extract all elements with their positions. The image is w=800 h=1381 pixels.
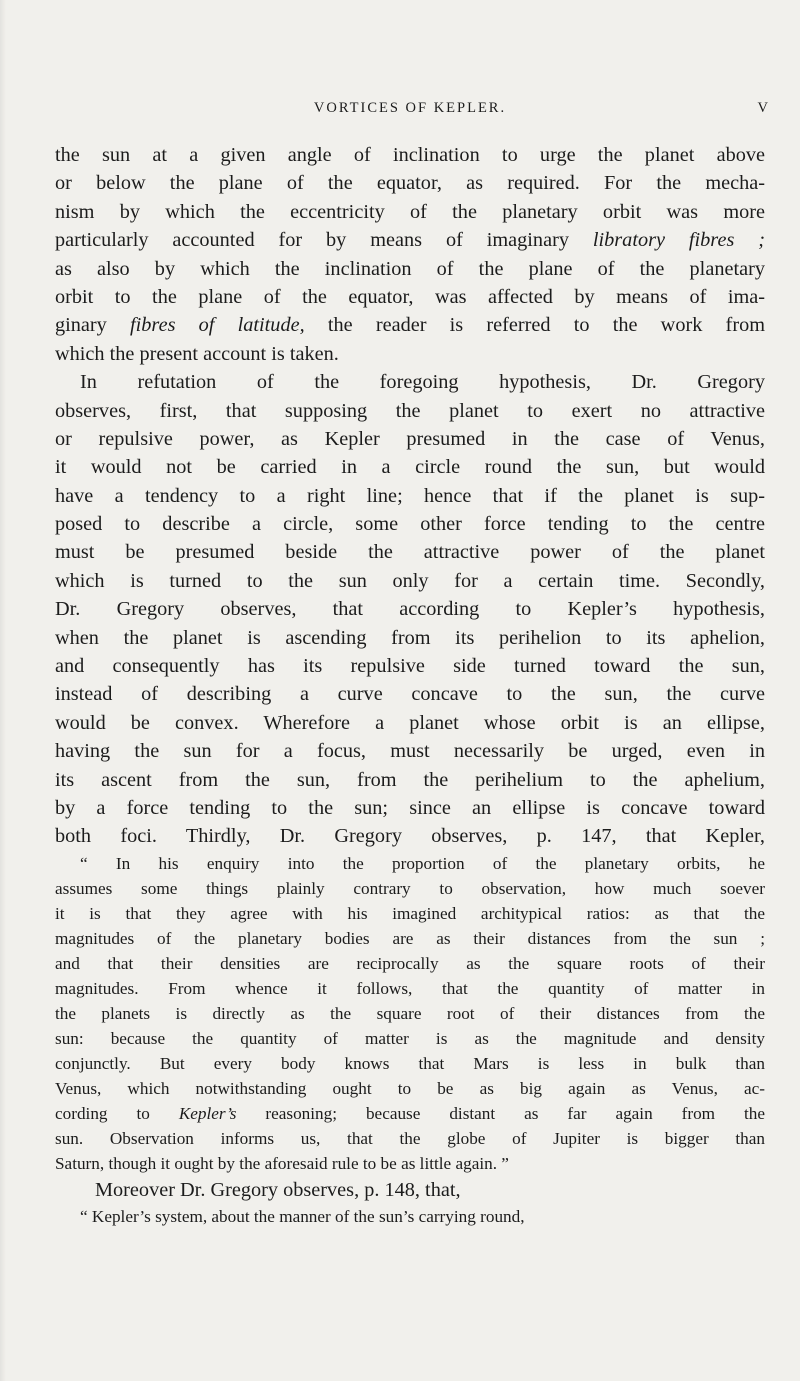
text-line: which the present account is taken. [55, 342, 339, 365]
continuation-paragraph [55, 1176, 765, 1204]
quotation-block [55, 851, 765, 1176]
quote-line: Venus, which notwithstanding ought to be as big again as Venus, ac- [55, 1078, 765, 1098]
quote-line: magnitudes. From whence it follows, that the quantity of matter in [55, 978, 765, 998]
main-paragraphs [55, 141, 765, 851]
text-line: have a tendency to a right line; hence that if the planet is sup- [55, 484, 765, 507]
text-line: having the sun for a focus, must necessarily be urged, even in [55, 740, 765, 763]
text-line: Dr. Gregory observes, that according to Kepler’s hypothesis, [55, 598, 765, 621]
text-line: which is turned to the sun only for a certain time. Secondly, [55, 569, 765, 592]
quote-line: Saturn, though it ought by the aforesaid rule to be as little again. ” [55, 1153, 509, 1173]
italic-term: libratory fibres ; [592, 229, 765, 252]
text-line: by a force tending to the sun; since an ellipse is concave toward [55, 796, 765, 819]
text-line: In refutation of the foregoing hypothesis, Dr. Gregory [80, 371, 765, 394]
text-line: must be presumed beside the attractive power of the planet [55, 541, 765, 564]
page-number: V [757, 100, 768, 116]
text-line: nism by which the eccentricity of the planetary orbit was more [55, 200, 765, 223]
quote-line: and that their densities are reciprocally as the square roots of their [55, 953, 765, 973]
quote-line: conjunctly. But every body knows that Mars is less in bulk than [55, 1053, 765, 1073]
text-line: the sun at a given angle of inclination to urge the planet above [55, 144, 765, 166]
text-line: instead of describing a curve concave to the sun, the curve [55, 683, 765, 706]
text-line: orbit to the plane of the equator, was affected by means of ima- [55, 285, 765, 308]
text-segment: the reader is referred to the work from [327, 314, 765, 337]
quote-line: magnitudes of the planetary bodies are as their distances from the sun ; [55, 928, 765, 948]
text-segment: particularly accounted for by means of imaginary [55, 229, 569, 252]
text-segment: ginary [55, 314, 107, 337]
quote-line: “ In his enquiry into the proportion of the planetary orbits, he [80, 853, 765, 873]
text-line: and consequently has its repulsive side turned toward the sun, [55, 655, 765, 678]
text-line [55, 226, 765, 254]
quote-line: sun. Observation informs us, that the globe of Jupiter is bigger than [55, 1128, 765, 1148]
quote-line: the planets is directly as the square root of their distances from the [55, 1003, 765, 1023]
text-line: it would not be carried in a circle round the sun, but would [55, 456, 765, 479]
text-line: both foci. Thirdly, Dr. Gregory observes, p. 147, that Kepler, [55, 825, 765, 848]
running-title: VORTICES OF KEPLER. [313, 100, 507, 116]
italic-term: fibres of latitude, [130, 314, 305, 337]
page-edge-shadow [0, 0, 6, 1381]
text-line: or below the plane of the equator, as required. For the mecha- [55, 172, 765, 195]
second-quotation [55, 1204, 765, 1229]
quote-line: sun: because the quantity of matter is as the magnitude and density [55, 1028, 765, 1048]
quote-line [55, 1101, 765, 1126]
page-header [55, 100, 768, 124]
text-line: or repulsive power, as Kepler presumed in the case of Venus, [55, 427, 765, 450]
text-line: as also by which the inclination of the plane of the planetary [55, 257, 765, 280]
quote-line: “ Kepler’s system, about the manner of the sun’s carrying round, [80, 1207, 525, 1227]
body-text [55, 141, 765, 1229]
text-segment: reasoning; because distant as far again from the [265, 1103, 765, 1123]
text-line: Moreover Dr. Gregory observes, p. 148, that, [95, 1178, 461, 1201]
text-line [55, 311, 765, 339]
text-line: posed to describe a circle, some other force tending to the centre [55, 513, 765, 536]
text-segment: cording to [55, 1103, 150, 1123]
italic-term: Kepler’s [178, 1103, 237, 1123]
text-line: its ascent from the sun, from the perihelium to the aphelium, [55, 768, 765, 791]
quote-line: it is that they agree with his imagined architypical ratios: as that the [55, 903, 765, 923]
text-line: observes, first, that supposing the planet to exert no attractive [55, 399, 765, 422]
text-line: when the planet is ascending from its perihelion to its aphelion, [55, 626, 765, 649]
quote-line: assumes some things plainly contrary to observation, how much soever [55, 878, 765, 898]
text-line: would be convex. Wherefore a planet whose orbit is an ellipse, [55, 711, 765, 734]
